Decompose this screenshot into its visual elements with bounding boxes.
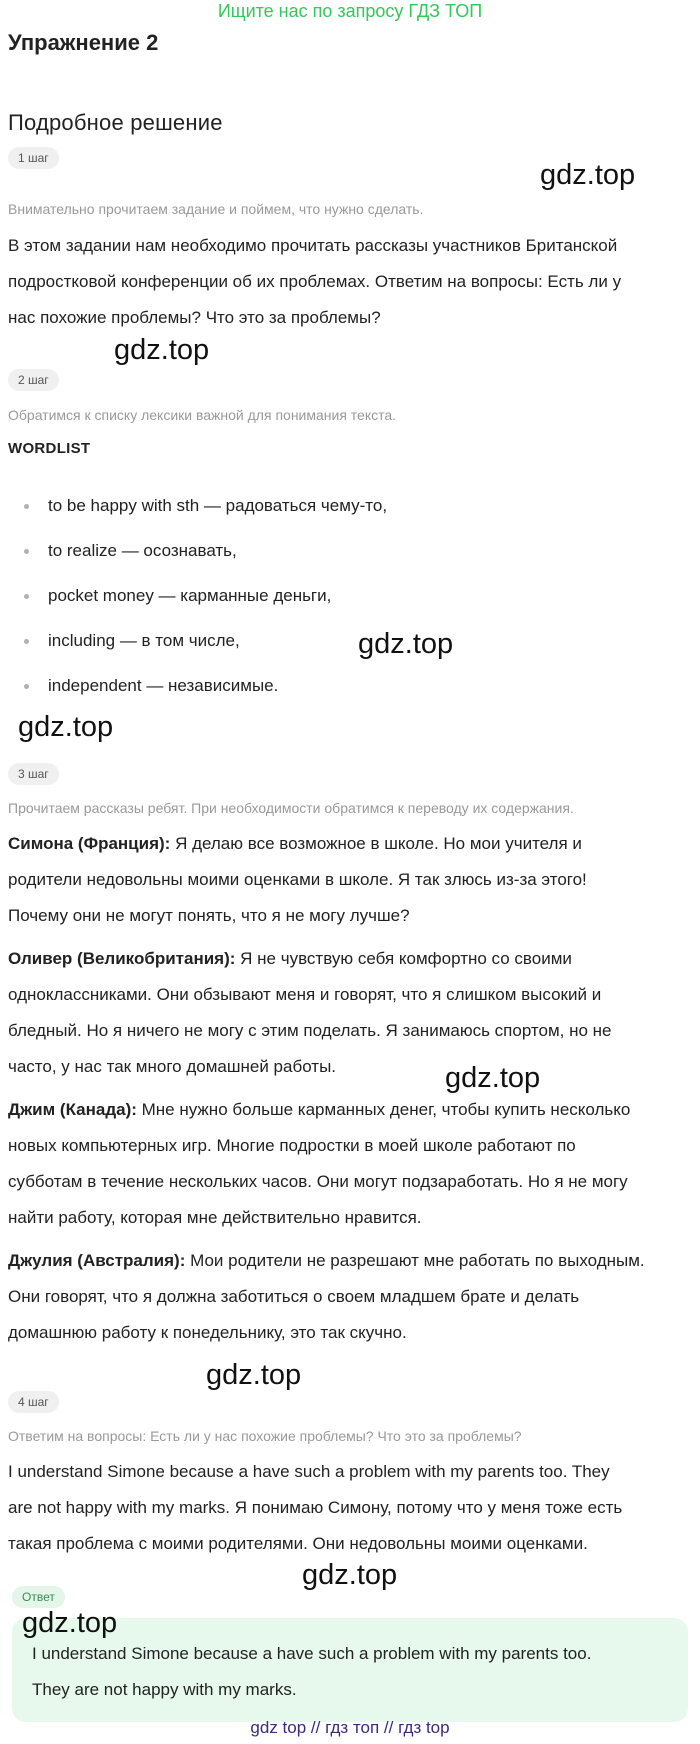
- text-line: I understand Simone because a have such a problem with my parents too. They: [8, 1462, 610, 1481]
- answer-badge: [12, 1586, 65, 1608]
- text-line: They are not happy with my marks.: [32, 1680, 297, 1699]
- list-item: pocket money — карманные деньги,: [22, 573, 387, 618]
- watermark: gdz.top: [206, 1359, 302, 1391]
- story-simona: [8, 826, 688, 934]
- step-3-badge: [8, 763, 59, 785]
- text-line: домашнюю работу к понедельнику, это так скучно.: [8, 1323, 407, 1342]
- text-line: одноклассниками. Они обзывают меня и говорят, что я слишком высокий и: [8, 985, 602, 1004]
- story-text: Мои родители не разрешают мне работать по выходным.: [185, 1251, 645, 1270]
- text-line: Почему они не могут понять, что я не могу лучше?: [8, 906, 410, 925]
- step-1-badge: [8, 147, 59, 169]
- story-text: Я делаю все возможное в школе. Но мои учителя и: [170, 834, 582, 853]
- text-line: родители недовольны моими оценками в школе. Я так злюсь из-за этого!: [8, 870, 587, 889]
- watermark: gdz.top: [445, 1062, 541, 1094]
- step-2-hint: Обратимся к списку лексики важной для понимания текста.: [8, 407, 397, 423]
- step-label: 4 шаг: [8, 1391, 59, 1413]
- text-line: are not happy with my marks. Я понимаю Симону, потому что у меня тоже есть: [8, 1498, 623, 1517]
- solution-title: Подробное решение: [8, 110, 223, 135]
- step-1-text: [8, 228, 688, 336]
- story-jim: [8, 1092, 688, 1236]
- text-line: часто, у нас так много домашней работы.: [8, 1057, 337, 1076]
- text-line: I understand Simone because a have such a problem with my parents too.: [32, 1644, 592, 1663]
- text-line: В этом задании нам необходимо прочитать рассказы участников Британской: [8, 236, 618, 255]
- watermark: gdz.top: [540, 159, 636, 191]
- answer-text: [32, 1630, 672, 1708]
- list-item: independent — независимые.: [22, 663, 387, 708]
- text-line: Они говорят, что я должна заботиться о своем младшем брате и делать: [8, 1287, 580, 1306]
- story-julia: [8, 1243, 688, 1351]
- wordlist-title: WORDLIST: [8, 440, 91, 457]
- watermark: gdz.top: [302, 1559, 398, 1591]
- step-label: 3 шаг: [8, 763, 59, 785]
- step-3-hint: Прочитаем рассказы ребят. При необходимости обратимся к переводу их содержания.: [8, 800, 574, 816]
- watermark: gdz.top: [22, 1607, 118, 1639]
- story-oliver: [8, 941, 688, 1085]
- story-text: Я не чувствую себя комфортно со своими: [235, 949, 572, 968]
- step-2-badge: [8, 369, 59, 391]
- watermark: gdz.top: [358, 628, 454, 660]
- text-line: такая проблема с моими родителями. Они недовольны моими оценками.: [8, 1534, 588, 1553]
- story-author: Оливер (Великобритания):: [8, 949, 236, 968]
- story-author: Симона (Франция):: [8, 834, 171, 853]
- footer-links[interactable]: gdz top // гдз топ // гдз top: [250, 1718, 450, 1737]
- watermark: gdz.top: [18, 711, 114, 743]
- list-item: including — в том числе,: [22, 618, 387, 663]
- top-banner[interactable]: Ищите нас по запросу ГДЗ ТОП: [217, 1, 483, 21]
- list-item: to realize — осознавать,: [22, 528, 387, 573]
- step-4-badge: [8, 1391, 59, 1413]
- story-author: Джулия (Австралия):: [8, 1251, 186, 1270]
- story-text: Мне нужно больше карманных денег, чтобы купить несколько: [136, 1100, 631, 1119]
- watermark: gdz.top: [114, 334, 210, 366]
- wordlist: [22, 483, 387, 708]
- list-item: to be happy with sth — радоваться чему-то,: [22, 483, 387, 528]
- text-line: субботам в течение нескольких часов. Они могут подзаработать. Но я не могу: [8, 1172, 628, 1191]
- answer-label: Ответ: [12, 1586, 65, 1608]
- exercise-title: Упражнение 2: [8, 30, 159, 55]
- step-label: 2 шаг: [8, 369, 59, 391]
- step-1-hint: Внимательно прочитаем задание и поймем, что нужно сделать.: [8, 201, 424, 217]
- text-line: бледный. Но я ничего не могу с этим поделать. Я занимаюсь спортом, но не: [8, 1021, 612, 1040]
- text-line: новых компьютерных игр. Многие подростки в моей школе работают по: [8, 1136, 576, 1155]
- story-author: Джим (Канада):: [8, 1100, 137, 1119]
- step-label: 1 шаг: [8, 147, 59, 169]
- text-line: найти работу, которая мне действительно нравится.: [8, 1208, 422, 1227]
- step-4-hint: Ответим на вопросы: Есть ли у нас похожие проблемы? Что это за проблемы?: [8, 1428, 522, 1444]
- text-line: подростковой конференции об их проблемах. Ответим на вопросы: Есть ли у: [8, 272, 622, 291]
- text-line: нас похожие проблемы? Что это за проблемы?: [8, 308, 381, 327]
- step-4-text: [8, 1454, 688, 1562]
